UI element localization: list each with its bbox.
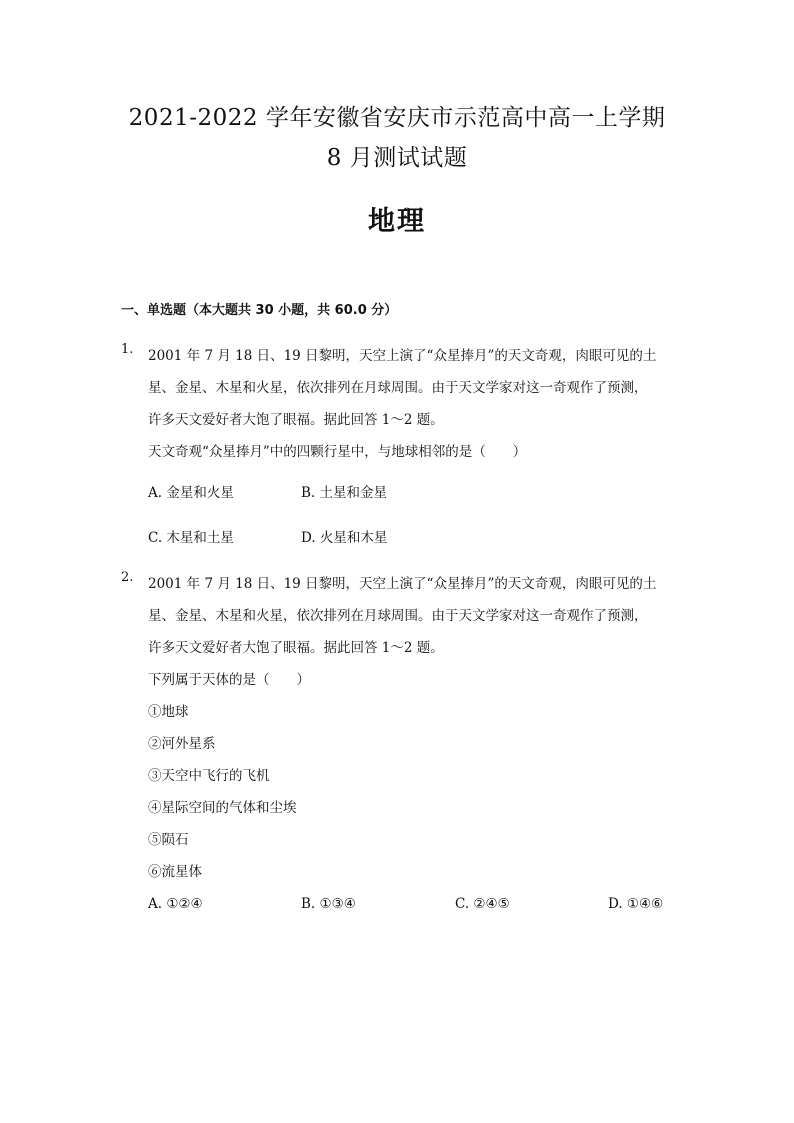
option-c[interactable]: C. 木星和土星 (148, 530, 234, 546)
question-stem: 下列属于天体的是（ ） (148, 672, 310, 688)
option-a[interactable]: A. 金星和火星 (148, 485, 234, 501)
option-c[interactable]: C. ②④⑤ (455, 896, 510, 912)
passage-line: 星、金星、木星和火星，依次排列在月球周围。由于天文学家对这一奇观作了预测， (148, 380, 648, 396)
statement-item: ①地球 (148, 704, 189, 720)
question-number: 1. (121, 342, 134, 357)
question-passage (148, 568, 681, 664)
exam-title-line1: 2021-2022 学年安徽省安庆市示范高中高一上学期 (128, 105, 666, 131)
option-a[interactable]: A. ①②④ (148, 896, 203, 912)
option-d[interactable]: D. 火星和木星 (301, 530, 388, 546)
statement-item: ⑥流星体 (148, 864, 202, 880)
statement-item: ⑤陨石 (148, 832, 189, 848)
question-passage (148, 340, 681, 436)
statement-item: ④星际空间的气体和尘埃 (148, 800, 297, 816)
passage-line: 星、金星、木星和火星，依次排列在月球周围。由于天文学家对这一奇观作了预测， (148, 608, 648, 624)
statement-item: ③天空中飞行的飞机 (148, 768, 270, 784)
option-b[interactable]: B. ①③④ (301, 896, 356, 912)
option-b[interactable]: B. 土星和金星 (301, 485, 388, 501)
question-2 (121, 568, 681, 888)
question-stem: 天文奇观“众星捧月”中的四颗行星中，与地球相邻的是（ ） (148, 444, 527, 460)
passage-line: 2001 年 7 月 18 日、19 日黎明，天空上演了“众星捧月”的天文奇观，肉眼可见的土 (148, 348, 657, 364)
passage-line: 2001 年 7 月 18 日、19 日黎明，天空上演了“众星捧月”的天文奇观，肉眼可见的土 (148, 576, 657, 592)
passage-line: 许多天文爱好者大饱了眼福。据此回答 1～2 题。 (148, 412, 444, 428)
question-1 (121, 340, 681, 468)
statement-item: ②河外星系 (148, 736, 216, 752)
section-heading: 一、单选题（本大题共 30 小题，共 60.0 分） (121, 303, 398, 318)
option-d[interactable]: D. ①④⑥ (608, 896, 664, 912)
question-number: 2. (121, 570, 134, 585)
subject-heading: 地理 (368, 206, 426, 237)
passage-line: 许多天文爱好者大饱了眼福。据此回答 1～2 题。 (148, 640, 444, 656)
exam-title-line2: 8 月测试试题 (326, 145, 468, 171)
